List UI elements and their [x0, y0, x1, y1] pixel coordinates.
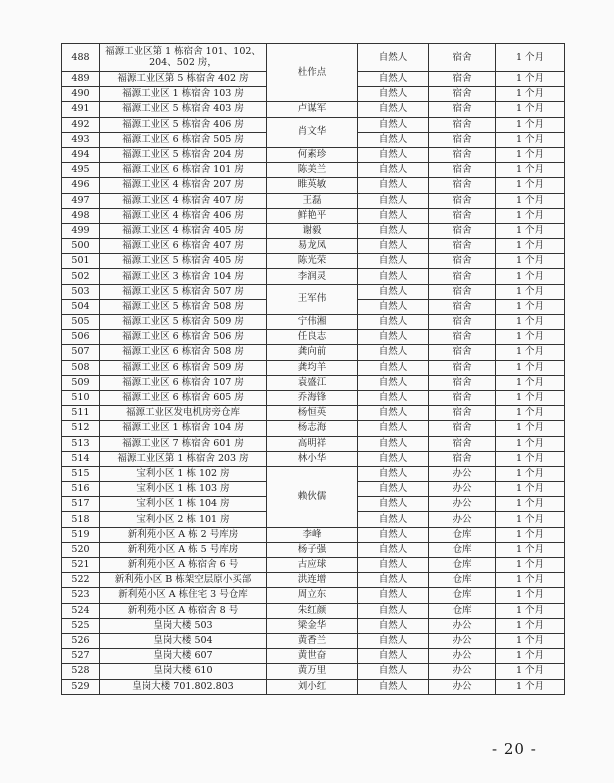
address-cell: 皇岗大楼 610 [100, 664, 267, 679]
tenant-cell: 黄世奋 [267, 649, 358, 664]
tenant-type-cell: 自然人 [358, 436, 429, 451]
address-cell: 福源工业区 4 栋宿舍 405 房 [100, 223, 267, 238]
table-row [62, 451, 565, 466]
usage-cell: 宿舍 [429, 360, 496, 375]
usage-cell: 仓库 [429, 542, 496, 557]
address-cell: 福源工业区 5 栋宿舍 507 房 [100, 284, 267, 299]
row-number-cell: 489 [62, 72, 100, 87]
table-row [62, 664, 565, 679]
tenant-cell: 李峰 [267, 527, 358, 542]
row-number-cell: 514 [62, 451, 100, 466]
table-row [62, 345, 565, 360]
row-number-cell: 523 [62, 588, 100, 603]
tenant-type-cell: 自然人 [358, 223, 429, 238]
row-number-cell: 525 [62, 618, 100, 633]
address-cell: 福源工业区 4 栋宿舍 407 房 [100, 193, 267, 208]
address-cell: 福源工业区 5 栋宿舍 405 房 [100, 254, 267, 269]
row-number-cell: 492 [62, 117, 100, 132]
tenant-cell: 陈光荣 [267, 254, 358, 269]
tenant-cell: 宁伟湘 [267, 315, 358, 330]
usage-cell: 宿舍 [429, 269, 496, 284]
row-number-cell: 518 [62, 512, 100, 527]
table-row [62, 269, 565, 284]
address-cell: 新利苑小区 A 栋 2 号库房 [100, 527, 267, 542]
row-number-cell: 501 [62, 254, 100, 269]
row-number-cell: 494 [62, 147, 100, 162]
usage-cell: 办公 [429, 618, 496, 633]
tenant-cell: 杜作点 [267, 44, 358, 102]
tenant-cell: 杨恒英 [267, 406, 358, 421]
tenant-cell: 睢英敏 [267, 178, 358, 193]
tenant-type-cell: 自然人 [358, 345, 429, 360]
usage-cell: 宿舍 [429, 254, 496, 269]
row-number-cell: 499 [62, 223, 100, 238]
tenant-type-cell: 自然人 [358, 406, 429, 421]
address-cell: 新利苑小区 A 栋宿舍 8 号 [100, 603, 267, 618]
tenant-type-cell: 自然人 [358, 193, 429, 208]
usage-cell: 仓库 [429, 588, 496, 603]
address-cell: 皇岗大楼 607 [100, 649, 267, 664]
tenant-cell: 梁金华 [267, 618, 358, 633]
tenant-type-cell: 自然人 [358, 633, 429, 648]
row-number-cell: 509 [62, 375, 100, 390]
table-row [62, 390, 565, 405]
tenant-cell: 陈美兰 [267, 163, 358, 178]
row-number-cell: 524 [62, 603, 100, 618]
address-cell: 福源工业区 5 栋宿舍 403 房 [100, 102, 267, 117]
tenant-type-cell: 自然人 [358, 679, 429, 694]
tenant-cell: 任良志 [267, 330, 358, 345]
lease-term-cell: 1 个月 [496, 406, 565, 421]
tenant-type-cell: 自然人 [358, 512, 429, 527]
lease-term-cell: 1 个月 [496, 147, 565, 162]
lease-term-cell: 1 个月 [496, 603, 565, 618]
lease-term-cell: 1 个月 [496, 163, 565, 178]
tenant-cell: 何素珍 [267, 147, 358, 162]
table-row [62, 360, 565, 375]
lease-term-cell: 1 个月 [496, 664, 565, 679]
tenant-cell: 林小华 [267, 451, 358, 466]
address-cell: 福源工业区 6 栋宿舍 407 房 [100, 239, 267, 254]
tenant-cell: 洪连增 [267, 573, 358, 588]
lease-term-cell: 1 个月 [496, 588, 565, 603]
lease-term-cell: 1 个月 [496, 254, 565, 269]
lease-term-cell: 1 个月 [496, 558, 565, 573]
lease-term-cell: 1 个月 [496, 117, 565, 132]
usage-cell: 宿舍 [429, 451, 496, 466]
row-number-cell: 506 [62, 330, 100, 345]
row-number-cell: 521 [62, 558, 100, 573]
row-number-cell: 495 [62, 163, 100, 178]
usage-cell: 办公 [429, 679, 496, 694]
row-number-cell: 500 [62, 239, 100, 254]
tenant-type-cell: 自然人 [358, 102, 429, 117]
usage-cell: 仓库 [429, 573, 496, 588]
tenant-type-cell: 自然人 [358, 588, 429, 603]
address-cell: 福源工业区 4 栋宿舍 207 房 [100, 178, 267, 193]
lease-term-cell: 1 个月 [496, 208, 565, 223]
tenant-type-cell: 自然人 [358, 558, 429, 573]
tenant-cell: 黄香兰 [267, 633, 358, 648]
table-row [62, 406, 565, 421]
tenant-type-cell: 自然人 [358, 178, 429, 193]
usage-cell: 宿舍 [429, 72, 496, 87]
table-row [62, 239, 565, 254]
lease-term-cell: 1 个月 [496, 451, 565, 466]
tenant-type-cell: 自然人 [358, 451, 429, 466]
tenant-type-cell: 自然人 [358, 315, 429, 330]
tenant-type-cell: 自然人 [358, 117, 429, 132]
table-row [62, 147, 565, 162]
lease-term-cell: 1 个月 [496, 239, 565, 254]
tenant-cell: 杨子强 [267, 542, 358, 557]
table-row [62, 527, 565, 542]
tenant-cell: 龚向前 [267, 345, 358, 360]
usage-cell: 宿舍 [429, 147, 496, 162]
usage-cell: 宿舍 [429, 102, 496, 117]
row-number-cell: 488 [62, 44, 100, 72]
address-cell: 皇岗大楼 504 [100, 633, 267, 648]
tenant-cell: 古应球 [267, 558, 358, 573]
usage-cell: 宿舍 [429, 87, 496, 102]
usage-cell: 宿舍 [429, 299, 496, 314]
row-number-cell: 507 [62, 345, 100, 360]
usage-cell: 办公 [429, 633, 496, 648]
address-cell: 福源工业区 6 栋宿舍 505 房 [100, 132, 267, 147]
table-row [62, 649, 565, 664]
address-cell: 福源工业区 5 栋宿舍 509 房 [100, 315, 267, 330]
usage-cell: 宿舍 [429, 132, 496, 147]
lease-term-cell: 1 个月 [496, 345, 565, 360]
table-row [62, 315, 565, 330]
row-number-cell: 515 [62, 466, 100, 481]
tenant-type-cell: 自然人 [358, 603, 429, 618]
lease-term-cell: 1 个月 [496, 390, 565, 405]
lease-term-cell: 1 个月 [496, 497, 565, 512]
tenant-cell: 王磊 [267, 193, 358, 208]
usage-cell: 宿舍 [429, 284, 496, 299]
lease-term-cell: 1 个月 [496, 466, 565, 481]
address-cell: 宝利小区 2 栋 101 房 [100, 512, 267, 527]
table-row [62, 284, 565, 299]
lease-term-cell: 1 个月 [496, 482, 565, 497]
tenant-type-cell: 自然人 [358, 132, 429, 147]
lease-term-cell: 1 个月 [496, 72, 565, 87]
row-number-cell: 529 [62, 679, 100, 694]
lease-term-cell: 1 个月 [496, 284, 565, 299]
lease-term-cell: 1 个月 [496, 44, 565, 72]
tenant-type-cell: 自然人 [358, 390, 429, 405]
tenant-type-cell: 自然人 [358, 542, 429, 557]
usage-cell: 宿舍 [429, 163, 496, 178]
usage-cell: 宿舍 [429, 421, 496, 436]
address-cell: 福源工业区 5 栋宿舍 508 房 [100, 299, 267, 314]
lease-term-cell: 1 个月 [496, 527, 565, 542]
lease-term-cell: 1 个月 [496, 633, 565, 648]
table-row [62, 178, 565, 193]
tenant-type-cell: 自然人 [358, 87, 429, 102]
tenant-cell: 高明祥 [267, 436, 358, 451]
table-row [62, 208, 565, 223]
lease-term-cell: 1 个月 [496, 132, 565, 147]
table-row [62, 421, 565, 436]
usage-cell: 宿舍 [429, 44, 496, 72]
table-row [62, 573, 565, 588]
tenant-cell: 易龙凤 [267, 239, 358, 254]
lease-term-cell: 1 个月 [496, 679, 565, 694]
table-row [62, 44, 565, 72]
tenant-type-cell: 自然人 [358, 482, 429, 497]
address-cell: 皇岗大楼 503 [100, 618, 267, 633]
row-number-cell: 505 [62, 315, 100, 330]
usage-cell: 宿舍 [429, 223, 496, 238]
row-number-cell: 516 [62, 482, 100, 497]
table-row [62, 163, 565, 178]
lease-term-cell: 1 个月 [496, 315, 565, 330]
table-row [62, 223, 565, 238]
address-cell: 福源工业区 7 栋宿舍 601 房 [100, 436, 267, 451]
lease-term-cell: 1 个月 [496, 436, 565, 451]
address-cell: 新利苑小区 A 栋宿舍 6 号 [100, 558, 267, 573]
address-cell: 福源工业区 6 栋宿舍 508 房 [100, 345, 267, 360]
tenant-type-cell: 自然人 [358, 44, 429, 72]
table-row [62, 633, 565, 648]
tenant-type-cell: 自然人 [358, 527, 429, 542]
tenant-type-cell: 自然人 [358, 466, 429, 481]
row-number-cell: 512 [62, 421, 100, 436]
table-row [62, 254, 565, 269]
address-cell: 宝利小区 1 栋 102 房 [100, 466, 267, 481]
tenant-type-cell: 自然人 [358, 649, 429, 664]
usage-cell: 宿舍 [429, 208, 496, 223]
address-cell: 福源工业区 6 栋宿舍 506 房 [100, 330, 267, 345]
row-number-cell: 504 [62, 299, 100, 314]
table-row [62, 542, 565, 557]
lease-term-cell: 1 个月 [496, 649, 565, 664]
address-cell: 福源工业区第 1 栋宿舍 101、102、204、502 房， [100, 44, 267, 72]
address-cell: 新利苑小区 B 栋架空层原小买部 [100, 573, 267, 588]
tenant-type-cell: 自然人 [358, 375, 429, 390]
usage-cell: 宿舍 [429, 178, 496, 193]
tenant-cell: 周立东 [267, 588, 358, 603]
tenant-cell: 龚均羊 [267, 360, 358, 375]
table-row [62, 102, 565, 117]
row-number-cell: 513 [62, 436, 100, 451]
tenant-type-cell: 自然人 [358, 664, 429, 679]
tenant-cell: 肖文华 [267, 117, 358, 147]
lease-records-table [61, 43, 565, 695]
row-number-cell: 519 [62, 527, 100, 542]
address-cell: 福源工业区 5 栋宿舍 204 房 [100, 147, 267, 162]
address-cell: 新利苑小区 A 栋 5 号库房 [100, 542, 267, 557]
row-number-cell: 498 [62, 208, 100, 223]
address-cell: 福源工业区第 1 栋宿舍 203 房 [100, 451, 267, 466]
table-row [62, 679, 565, 694]
lease-term-cell: 1 个月 [496, 223, 565, 238]
address-cell: 皇岗大楼 701.802.803 [100, 679, 267, 694]
row-number-cell: 526 [62, 633, 100, 648]
address-cell: 福源工业区 4 栋宿舍 406 房 [100, 208, 267, 223]
tenant-type-cell: 自然人 [358, 72, 429, 87]
row-number-cell: 527 [62, 649, 100, 664]
lease-term-cell: 1 个月 [496, 618, 565, 633]
tenant-cell: 黄万里 [267, 664, 358, 679]
tenant-cell: 朱红颜 [267, 603, 358, 618]
tenant-cell: 谢毅 [267, 223, 358, 238]
table-row [62, 330, 565, 345]
table-row [62, 193, 565, 208]
page-number: - 20 - [492, 740, 537, 758]
row-number-cell: 497 [62, 193, 100, 208]
usage-cell: 办公 [429, 649, 496, 664]
tenant-type-cell: 自然人 [358, 284, 429, 299]
usage-cell: 办公 [429, 497, 496, 512]
tenant-type-cell: 自然人 [358, 618, 429, 633]
tenant-type-cell: 自然人 [358, 299, 429, 314]
row-number-cell: 510 [62, 390, 100, 405]
table-row [62, 558, 565, 573]
row-number-cell: 528 [62, 664, 100, 679]
usage-cell: 宿舍 [429, 375, 496, 390]
usage-cell: 仓库 [429, 527, 496, 542]
row-number-cell: 511 [62, 406, 100, 421]
address-cell: 福源工业区第 5 栋宿舍 402 房 [100, 72, 267, 87]
usage-cell: 宿舍 [429, 193, 496, 208]
tenant-type-cell: 自然人 [358, 239, 429, 254]
usage-cell: 办公 [429, 512, 496, 527]
lease-term-cell: 1 个月 [496, 269, 565, 284]
tenant-type-cell: 自然人 [358, 269, 429, 284]
row-number-cell: 493 [62, 132, 100, 147]
tenant-type-cell: 自然人 [358, 360, 429, 375]
table-row [62, 618, 565, 633]
address-cell: 福源工业区 3 栋宿舍 104 房 [100, 269, 267, 284]
tenant-cell: 王军伟 [267, 284, 358, 314]
usage-cell: 宿舍 [429, 239, 496, 254]
address-cell: 新利苑小区 A 栋住宅 3 号仓库 [100, 588, 267, 603]
tenant-type-cell: 自然人 [358, 573, 429, 588]
lease-term-cell: 1 个月 [496, 299, 565, 314]
tenant-type-cell: 自然人 [358, 421, 429, 436]
row-number-cell: 508 [62, 360, 100, 375]
address-cell: 宝利小区 1 栋 104 房 [100, 497, 267, 512]
usage-cell: 仓库 [429, 558, 496, 573]
usage-cell: 宿舍 [429, 330, 496, 345]
lease-term-cell: 1 个月 [496, 178, 565, 193]
address-cell: 福源工业区 6 栋宿舍 509 房 [100, 360, 267, 375]
lease-term-cell: 1 个月 [496, 360, 565, 375]
tenant-cell: 卢谋军 [267, 102, 358, 117]
address-cell: 福源工业区发电机房旁仓库 [100, 406, 267, 421]
row-number-cell: 490 [62, 87, 100, 102]
usage-cell: 宿舍 [429, 345, 496, 360]
row-number-cell: 496 [62, 178, 100, 193]
row-number-cell: 517 [62, 497, 100, 512]
tenant-cell: 刘小红 [267, 679, 358, 694]
usage-cell: 办公 [429, 466, 496, 481]
usage-cell: 宿舍 [429, 315, 496, 330]
tenant-cell: 赖伙儒 [267, 466, 358, 527]
address-cell: 宝利小区 1 栋 103 房 [100, 482, 267, 497]
usage-cell: 办公 [429, 664, 496, 679]
tenant-cell: 鲜艳平 [267, 208, 358, 223]
row-number-cell: 502 [62, 269, 100, 284]
usage-cell: 宿舍 [429, 406, 496, 421]
usage-cell: 仓库 [429, 603, 496, 618]
row-number-cell: 503 [62, 284, 100, 299]
usage-cell: 宿舍 [429, 436, 496, 451]
address-cell: 福源工业区 6 栋宿舍 605 房 [100, 390, 267, 405]
address-cell: 福源工业区 1 栋宿舍 104 房 [100, 421, 267, 436]
usage-cell: 宿舍 [429, 390, 496, 405]
tenant-type-cell: 自然人 [358, 208, 429, 223]
usage-cell: 办公 [429, 482, 496, 497]
address-cell: 福源工业区 5 栋宿舍 406 房 [100, 117, 267, 132]
tenant-type-cell: 自然人 [358, 147, 429, 162]
lease-term-cell: 1 个月 [496, 542, 565, 557]
tenant-cell: 李润灵 [267, 269, 358, 284]
address-cell: 福源工业区 6 栋宿舍 101 房 [100, 163, 267, 178]
tenant-cell: 杨志海 [267, 421, 358, 436]
table-row [62, 375, 565, 390]
address-cell: 福源工业区 1 栋宿舍 103 房 [100, 87, 267, 102]
lease-term-cell: 1 个月 [496, 375, 565, 390]
lease-term-cell: 1 个月 [496, 330, 565, 345]
tenant-type-cell: 自然人 [358, 254, 429, 269]
tenant-type-cell: 自然人 [358, 163, 429, 178]
lease-term-cell: 1 个月 [496, 102, 565, 117]
tenant-cell: 袁盛江 [267, 375, 358, 390]
row-number-cell: 491 [62, 102, 100, 117]
row-number-cell: 522 [62, 573, 100, 588]
table-row [62, 603, 565, 618]
address-cell: 福源工业区 6 栋宿舍 107 房 [100, 375, 267, 390]
tenant-cell: 乔海锋 [267, 390, 358, 405]
lease-term-cell: 1 个月 [496, 512, 565, 527]
tenant-type-cell: 自然人 [358, 330, 429, 345]
row-number-cell: 520 [62, 542, 100, 557]
table-row [62, 466, 565, 481]
lease-term-cell: 1 个月 [496, 421, 565, 436]
usage-cell: 宿舍 [429, 117, 496, 132]
table-row [62, 117, 565, 132]
table-row [62, 588, 565, 603]
table-row [62, 436, 565, 451]
tenant-type-cell: 自然人 [358, 497, 429, 512]
lease-term-cell: 1 个月 [496, 193, 565, 208]
table-body [62, 44, 565, 695]
lease-term-cell: 1 个月 [496, 87, 565, 102]
lease-term-cell: 1 个月 [496, 573, 565, 588]
